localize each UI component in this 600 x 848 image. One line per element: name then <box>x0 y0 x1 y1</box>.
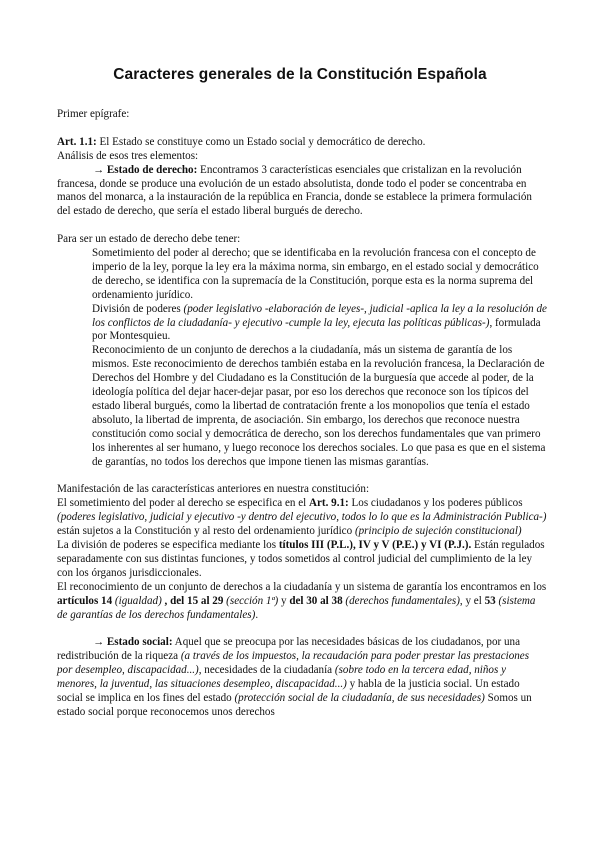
sometimiento-paragraph: Sometimiento del poder al derecho; que se identificaba en la revolución francesa con el concepto de imperio de la ley, porque la ley era la máxima norma, sin embargo, en el estado social y democrático de derecho, se identifica con la supremacía de la Constitución, porque esta es la norma suprema del ordenamiento jurídico. <box>92 247 539 301</box>
document-body <box>57 108 547 720</box>
estado-social-label: → Estado social: <box>93 636 173 649</box>
division-titles-paragraph: La división de poderes se especifica mediante los títulos III (P.L.), IV y V (P.E.) y VI (P.J.). Están regulados separadamente con sus distintas funciones, y todos sometidos al control judicial del cumplimiento de la ley con los órganos jurisdiccionales. <box>57 539 545 579</box>
para-ser-line: Para ser un estado de derecho debe tener: <box>57 233 241 246</box>
estado-social-paragraph: → Estado social: Aquel que se preocupa por las necesidades básicas de los ciudadanos, por una redistribución de la riqueza (a través de los impuestos, la recaudación para poder prestar las prestaciones por desempleo, discapacidad...), necesidades de la ciudadanía (sobre todo en la tercera edad, niños y menores, la juventud, las situaciones desempleo, discapacidad...) y habla de la justicia social. Un estado social se implica en los fines del estado (protección social de la ciudadanía, de sus necesidades) Somos un estado social porque reconocemos unos derechos <box>57 636 532 718</box>
epigrafe-label: Primer epígrafe: <box>57 108 130 120</box>
analisis-line: Análisis de esos tres elementos: <box>57 149 199 162</box>
reconocimiento-articles-paragraph: El reconocimiento de un conjunto de derechos a la ciudadanía y un sistema de garantía los encontramos en los artículos 14 (igualdad) , del 15 al 29 (sección 1ª) y del 30 al 38 (derechos fundamentales), y el 53 (sistema de garantías de los derechos fundamentales). <box>57 580 547 621</box>
manifestacion-line: Manifestación de las características anteriores en nuestra constitución: <box>57 483 370 496</box>
estado-de-derecho-paragraph: → Estado de derecho: Encontramos 3 características esenciales que cristalizan en la revolución francesa, donde se produce una evolución de un estado absolutista, donde todo el poder se concentraba en manos del monarca, a la instauración de la república en Francia, donde se establece la primera formulación del estado de derecho, que sería el estado liberal burgués de derecho. <box>57 163 532 218</box>
art-1-1-paragraph: Art. 1.1: El Estado se constituye como un Estado social y democrático de derecho. <box>57 135 426 148</box>
estado-de-derecho-label: → Estado de derecho: <box>93 163 198 176</box>
art-1-1-label: Art. 1.1: <box>57 135 97 148</box>
document-title: Caracteres generales de la Constitución Española <box>113 66 487 83</box>
sometimiento-article-paragraph: El sometimiento del poder al derecho se especifica en el Art. 9.1: Los ciudadanos y los poderes públicos (poderes legislativo, judicial y ejecutivo -y dentro del ejecutivo, todos lo lo que es la Administración Publica-) están sujetos a la Constitución y al resto del ordenamiento jurídico (principio de sujeción constitucional) <box>57 497 547 538</box>
division-paragraph: División de poderes (poder legislativo -elaboración de leyes-, judicial -aplica la ley a la resolución de los conflictos de la ciudadanía- y ejecutivo -cumple la ley, ejecuta las políticas públicas-), formulada por Montesquieu. <box>92 302 547 343</box>
reconocimiento-paragraph: Reconocimiento de un conjunto de derechos a la ciudadanía, más un sistema de garantía de los mismos. Este reconocimiento de derechos también estaba en la revolución francesa, la Declaración de Derechos del Hombre y del Ciudadano es la Constitución de la burguesía que accede al poder, de la ideología política del dejar hacer-dejar pasar, por eso los derechos que reconoce son los típicos del estado liberal burgués, como la libertad de contratación frente a los monopolios que tenía el estado absoluto, la libertad de imprenta, de asociación. Sin embargo, los derechos que reconoce nuestra constitución como social y democrática de derecho, son los derechos fundamentales que van primero los inherentes al ser humano, y luego reconoce los derechos sociales. Lo que pasa es que en el sistema de garantías, no todos los derechos que impone tienen las mismas garantías. <box>92 344 546 468</box>
